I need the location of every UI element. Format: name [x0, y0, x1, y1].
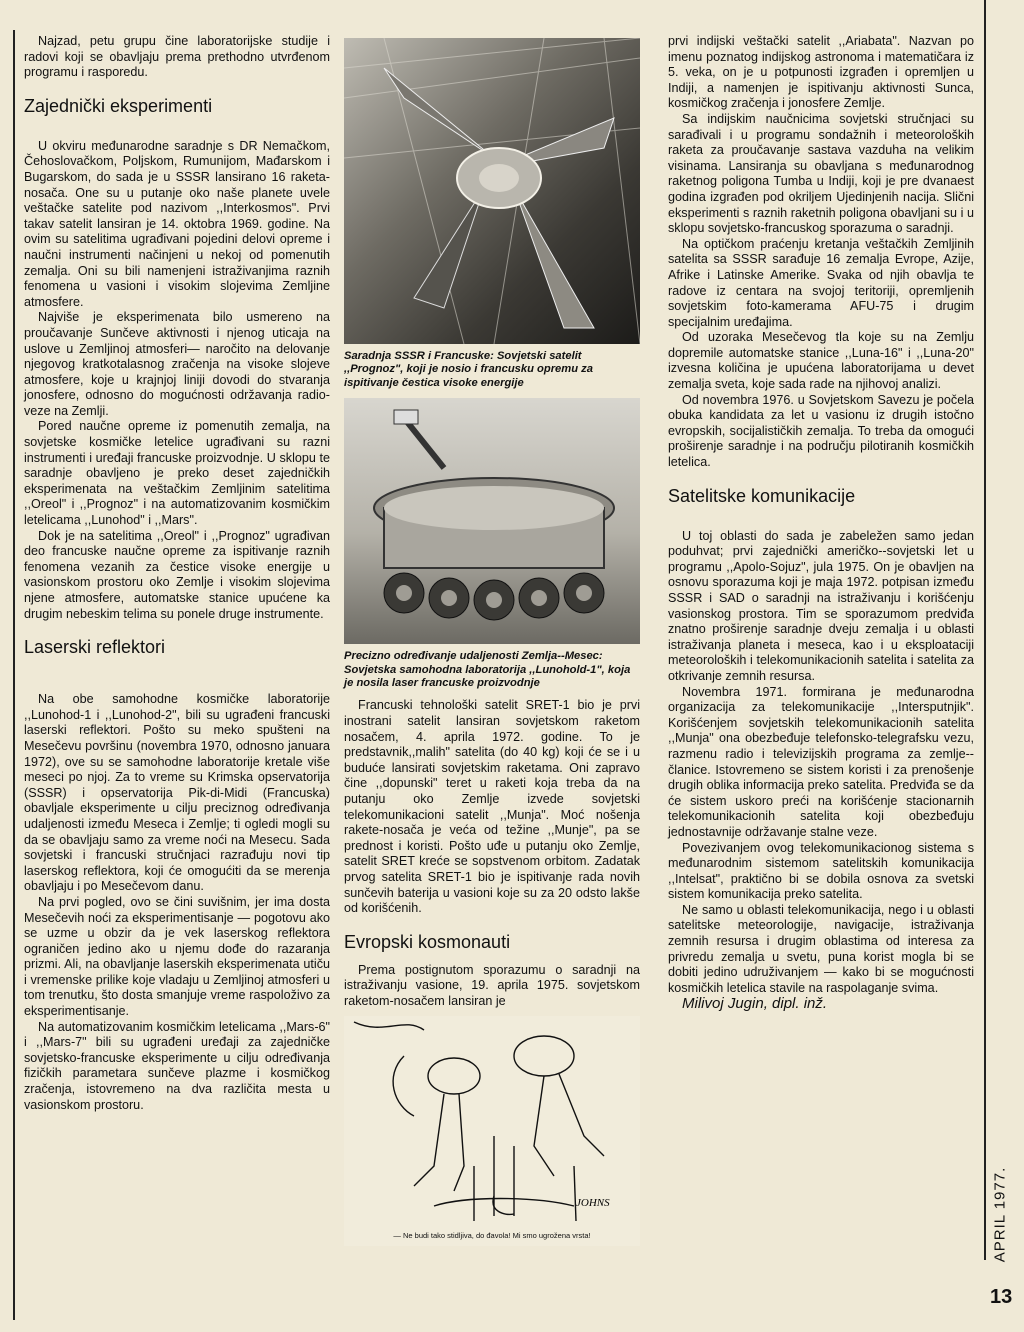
paragraph: Na optičkom praćenju kretanja veštačkih Zemljinih satelita sa SSSR sarađuje 16 zemalja Evrope, Azije, Afrike i Latinske Amerike. Svaka od njih obavlja te radove iz centara na svojoj teritoriji, opremljenih sovjetskim foto-kamerama AFU-75 i drugim specijalnim uređajima. [668, 236, 974, 329]
author-byline: Milivoj Jugin, dipl. inž. [682, 995, 828, 1013]
left-rule [13, 30, 15, 1320]
paragraph: Pored naučne opreme iz pomenutih zemalja, na sovjetske kosmičke letelice ugrađivani su razni instrumenti i uređaji francuske proizvodnje. U sklopu te saradnje obavljeno je preko deset zajedničkih eksperimenata na veštačkim Zemljinim satelitima ,,Oreol" i ,,Prognoz" i na automatizovanim kosmičkim letelicama ,,Lunohod" i ,,Mars". [24, 419, 330, 528]
satellite-illustration [344, 38, 640, 344]
photo-lunohod [344, 398, 640, 644]
heading-laserski: Laserski reflektori [24, 637, 166, 658]
paragraph: Sa indijskim naučnicima sovjetski stručnjaci su sarađivali i u programu sondažnih i meteoroloških raketa za proučavanje sastava vazduha na velikim visinama. Lansiranja su obavljana s međunarodnog raketnog poligona Tumba u Indiji, koji je pre dvanaest godina izgrađen pod okriljem Ujedinjenih nacija. Slični eksperimenti s raznih raketnih poligona obavljani su i u sklopu sovjetsko-francuskog sporazuma o saradnji. [668, 111, 974, 236]
heading-satelitske: Satelitske komunikacije [668, 485, 856, 506]
paragraph: Najviše je eksperimenata bilo usmereno na proučavanje Sunčeve aktivnosti i njenog uticaja na uslove u Zemljinoj atmosferi— naročito na delovanje njegovog kratkotalasnog zračenja na visoke slojeve atmosfere, koje u krajnjoj liniji dovodi do stvaranja jonosfere, odnosno do mogućnosti održavanja radio-veze na Zemlji. [24, 310, 330, 418]
paragraph: Na automatizovanim kosmičkim letelicama ,,Mars-6" i ,,Mars-7" bili su ugrađeni uređaji za zajedničke sovjetsko-francuske eksperimente u cilju određivanja fizičkih parametara sunčeve plazme i kosmičkog zračenja, istovremeno na dva različita mesta u vasionskom prostoru. [24, 1019, 330, 1112]
cartoon-caption: — Ne budi tako stidljiva, do đavola! Mi smo ugrožena vrsta! [393, 1230, 591, 1240]
paragraph: Od uzoraka Mesečevog tla koje su na Zemlju dopremile automatske stanice ,,Luna-16" i ,,Luna-20" izvesna količina je upućena laboratorijama u devet zemalja sveta, koje sada rade na njihovoj analizi. [668, 330, 974, 392]
paragraph: U toj oblasti do sada je zabeležen samo jedan poduhvat; prvi zajednički američko--sovjetski let u programu ,,Apolo-Sojuz", jula 1975. On je obavljen na osnovu sporazuma koji je maja 1972. potpisan između SSSR i SAD o saradnji na istraživanju i korišćenju vasionskog prostora. Tim se sporazumom predviđa znatno proširenje saradnje dveju zemalja i u oblasti istraživanja planeta i meseca, kao i u eksploataciji meteoroloških i telekomunikacionih satelita i satelita za otkrivanje zemnih resursa. [668, 528, 974, 683]
photo-caption-lunohod: Precizno određivanje udaljenosti Zemlja--Mesec: Sovjetska samohodna laboratorija ,,Lunohold-1", koja je nosila laser francuske proizvodnje [344, 650, 631, 690]
paragraph: Novembra 1971. formirana je međunarodna organizacija za telekomunikacije ,,Intersputnjik". Korišćenjem sovjetskih telekomunikacionih satelita ,,Munja" ona obezbeđuje telefonsko-telegrafsku vezu, razmenu radio i televizijskih programa za zemlje--članice. Istovremeno se sistem koristi i za prenošenje drugih oblika informacija preko satelita. Predviđa se da će sistem uskoro preći na korišćenje stacionarnih telekomunikacionih satelita koji obezbeđuju jednostavnije održavanje stalne veze. [668, 684, 974, 839]
right-rule [984, 0, 986, 1260]
column-3 [668, 34, 974, 1012]
cartoon [344, 1016, 640, 1246]
photo-prognoz-satellite [344, 38, 640, 344]
paragraph: Ne samo u oblasti telekomunikacija, nego i u oblasti satelitske meteorologije, navigacije, istraživanja zemnih resursa i drugim oblastima od interesa za privredu zemalja u svetu, puna korist mogla bi se dobiti jedino udruživanjem — kako bi se mogućnosti kosmičkih letelica stavile na raspolaganje svima. [668, 902, 974, 995]
paragraph: prvi indijski veštački satelit ,,Ariabata". Nazvan po imenu poznatog indijskog astronoma i matematičara iz 5. veka, on je u potpunosti izgrađen i opremljen u Indiji, a namenjen je ispitivanju aktivnosti Sunca, kosmičkog zračenja i jonosfere Zemlje. [668, 34, 974, 111]
intro-paragraph: Najzad, petu grupu čine laboratorijske studije i radovi koji se obavljaju prema prethodno utvrđenom programu i rasporedu. [24, 34, 330, 80]
paragraph: U okviru međunarodne saradnje s DR Nemačkom, Čehoslovačkom, Poljskom, Rumunijom, Mađarskom i Bugarskom, do sada je u SSSR lansirano 16 raketa-nosača. One su u putanje oko naše planete uvele veštačke satelite pod nazivom ,,Interkosmos". Prvi takav satelit lansiran je 14. oktobra 1969. godine. Na ovim su satelitima ugrađivani pojedini delovi opreme i naučni instrumenti načinjeni u nekoj od pomenutih zemalja. Oni su bili namenjeni istraživanjima raznih fenomena u vasioni i visokim slojevima Zemljine atmosfere. [24, 138, 330, 309]
lunohod-illustration [344, 398, 640, 644]
column-2 [344, 38, 640, 1246]
paragraph: Povezivanjem ovog telekomunikacionog sistema s međunarodnim sistemom satelitskih komunikacija ,,Intelsat", praktično bi se dobila osnova za svetski sistem komunikacija preko satelita. [668, 840, 974, 902]
paragraph: Na prvi pogled, ovo se čini suvišnim, jer ima dosta Mesečevih noći za eksperimentisanje — pogotovu ako se uzme u obzir da je vek laserskog reflektora ograničen jedino ako u njemu dođe do razaranja prizmi. Ali, na obavljanje laserskih eksperimenata utiču i vremenske prilike koje vladaju u Zemljinoj atmosferi u tom trenutku, što dosta smanjuje vreme raspoloživo za eksperimentisanje. [24, 894, 330, 1019]
column-1 [24, 34, 330, 1113]
paragraph: Prema postignutom sporazumu o saradnji na istraživanju vasione, 19. aprila 1975. sovjetskom raketom-nosačem lansiran je [344, 962, 640, 1008]
paragraph: Na obe samohodne kosmičke laboratorije ,,Lunohod-1 i ,,Lunohod-2", bili su ugrađeni francuski laserski reflektori. Pošto su meko spušteni na Mesečevu površinu (novembra 1970, odnosno januara 1972), ove su se samohodne laboratorije kretale više meseci po njoj. Za to vreme su Krimska opservatorija (SSSR) i opservatorija Pik-di-Midi (Francuska) obavljale eksperimente u cilju preciznog određivanja udaljenosti između Meseca i Zemlje; ti ogledi mogli su da se obavljaju samo za vreme noći na Mesecu. Sada sovjetski i francuski stručnjaci razrađuju novi tip laserskog reflektora, koji će omogućiti da se merenja obavljaju i po Mesečevom danu. [24, 692, 330, 894]
issue-date: APRIL 1977. [991, 1166, 1009, 1263]
page-number: 13 [990, 1286, 1013, 1308]
heading-evropski: Evropski kosmonauti [344, 931, 511, 952]
heading-zajednicki: Zajednički eksperimenti [24, 95, 213, 116]
cartoon-signature: JOHNS [576, 1196, 610, 1209]
paragraph: Dok je na satelitima ,,Oreol" i ,,Prognoz" ugrađivan deo francuske naučne opreme za ispitivanje raznih fenomena vezanih za čestice visoke energije u vasionskom prostoru oko Zemlje i visokim slojevima njene atmosfere, automatske stanice upućene ka drugim nebeskim telima su ponele druge instrumente. [24, 528, 330, 621]
paragraph: Francuski tehnološki satelit SRET-1 bio je prvi inostrani satelit lansiran sovjetskom raketom nosačem, 4. aprila 1972. godine. To je predstavnik,,malih" satelita (do 40 kg) koji će se i u buduće lansirati sovjetskim raketama. Oni zapravo čine ,,dopunski" teret u raketi koja treba da na putanju oko Zemlje izvede sovjetski telekomunikacioni satelit ,,Munja". Moć nošenja rakete-nosača je veća od težine ,,Munje", pa se prednost i koristi. Pošto uđe u putanju oko Zemlje, satelit SRET kreće se sopstvenom orbitom. Zadatak prvog satelita SRET-1 bio je ispitivanje rada novih sunčevih baterija u vasioni koje su za 20 odsto lakše od korišćenih. [344, 698, 640, 916]
side-margin [977, 1150, 1017, 1290]
paragraph: Od novembra 1976. u Sovjetskom Savezu je počela obuka kandidata za let u vasionu iz drugih istočno evropskih, socijalističkih zemalja. To treba da omogući proširenje saradnje i na području pilotiranih kosmičkih letelica. [668, 392, 974, 470]
photo-caption-prognoz: Saradnja SSSR i Francuske: Sovjetski satelit ,,Prognoz", koji je nosio i francusku opremu za ispitivanje čestica visoke energije [344, 350, 593, 389]
cartoon-birds-illustration [344, 1016, 640, 1226]
